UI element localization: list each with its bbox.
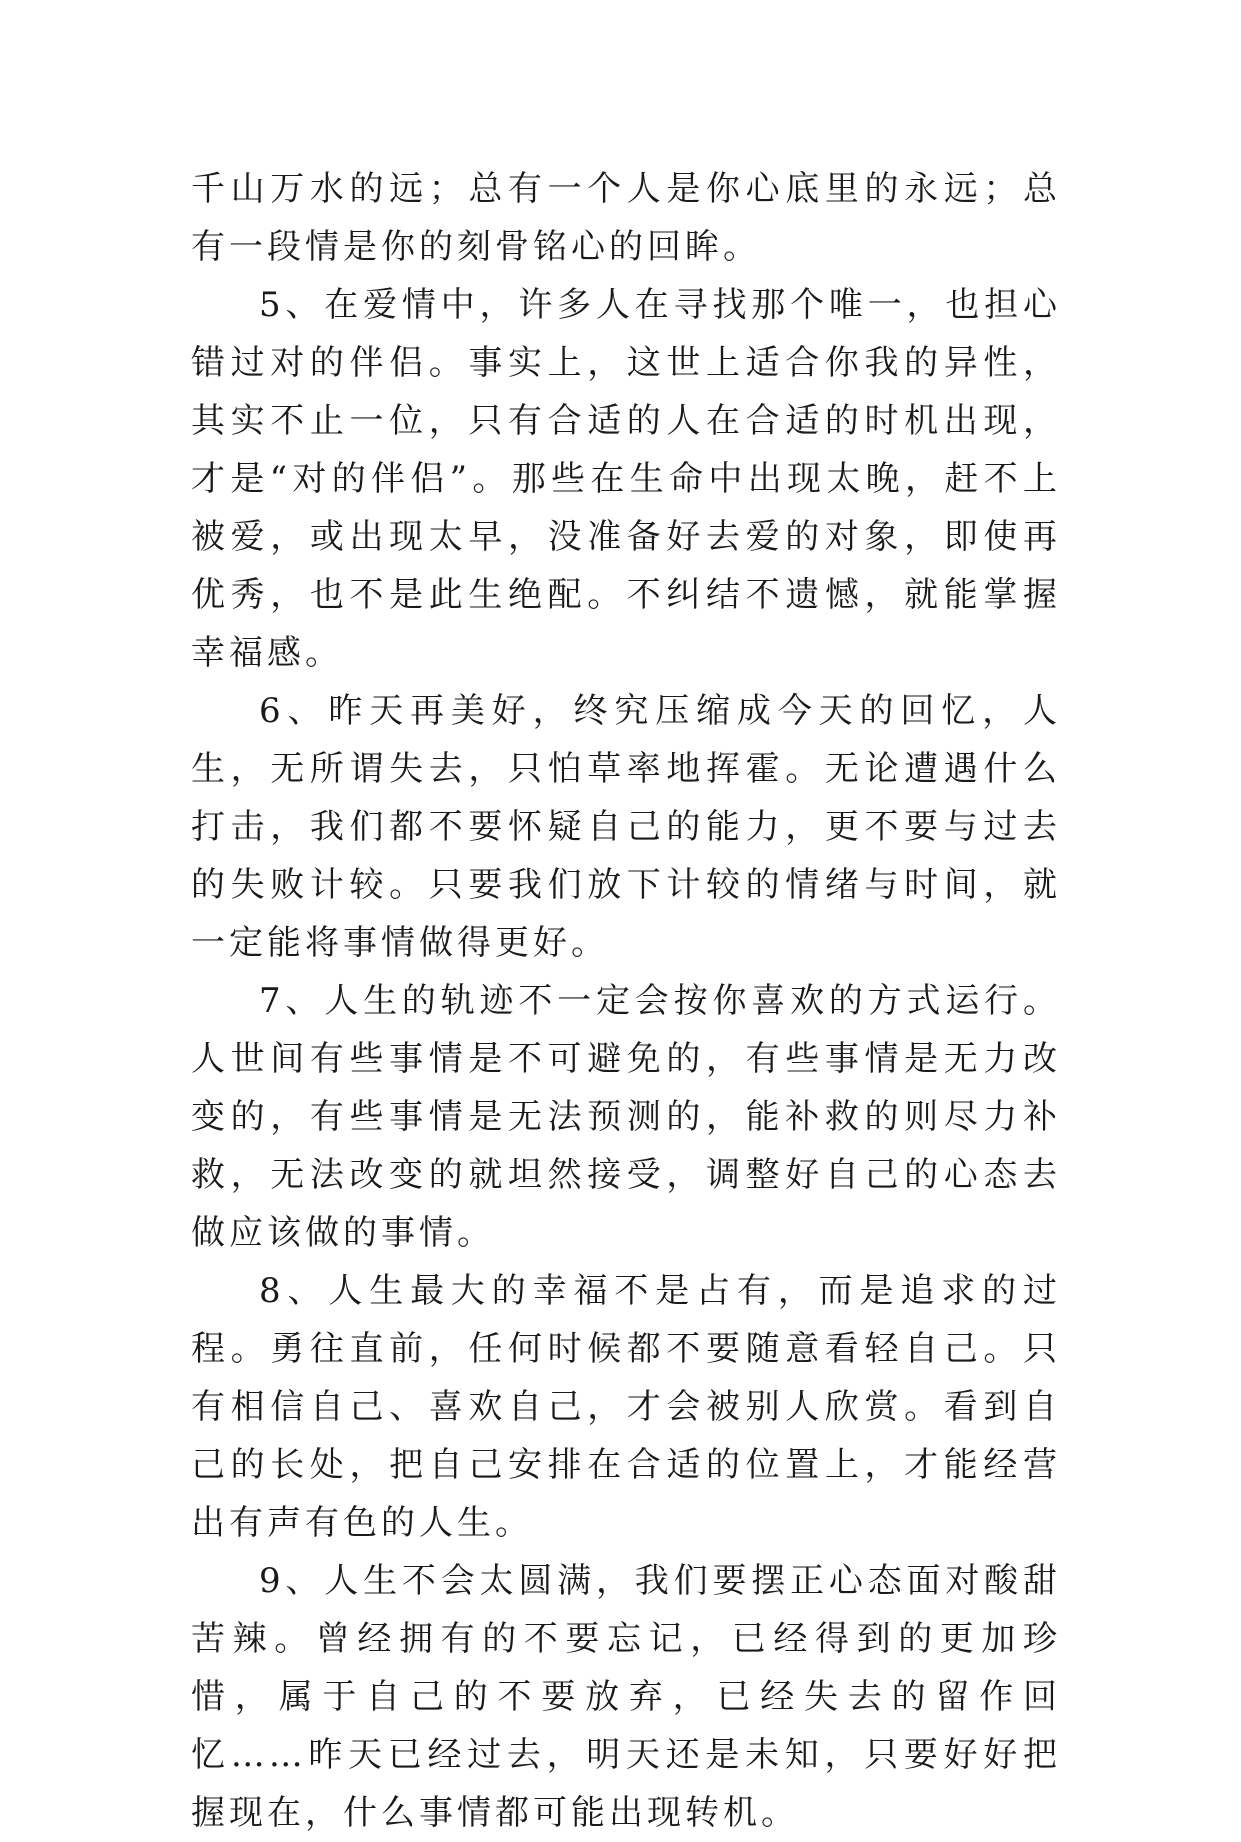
paragraph-6: 6、昨天再美好，终究压缩成今天的回忆，人生，无所谓失去，只怕草率地挥霍。无论遭遇什么打击，我们都不要怀疑自己的能力，更不要与过去的失败计较。只要我们放下计较的情绪与时间，就一定能将事情做得更好。	[191, 691, 1061, 963]
paragraph-9: 9、人生不会太圆满，我们要摆正心态面对酸甜苦辣。曾经拥有的不要忘记，已经得到的更加珍惜，属于自己的不要放弃，已经失去的留作回忆……昨天已经过去，明天还是未知，只要好好把握现在，什么事情都可能出现转机。	[191, 1561, 1061, 1833]
paragraph-7: 7、人生的轨迹不一定会按你喜欢的方式运行。人世间有些事情是不可避免的，有些事情是无力改变的，有些事情是无法预测的，能补救的则尽力补救，无法改变的就坦然接受，调整好自己的心态去做应该做的事情。	[191, 981, 1061, 1253]
paragraph-5: 5、在爱情中，许多人在寻找那个唯一，也担心错过对的伴侣。事实上，这世上适合你我的异性，其实不止一位，只有合适的人在合适的时机出现，才是“对的伴侣”。那些在生命中出现太晚，赶不上被爱，或出现太早，没准备好去爱的对象，即使再优秀，也不是此生绝配。不纠结不遗憾，就能掌握幸福感。	[191, 285, 1061, 673]
document-body	[191, 160, 1061, 1842]
paragraph-8: 8、人生最大的幸福不是占有，而是追求的过程。勇往直前，任何时候都不要随意看轻自己。只有相信自己、喜欢自己，才会被别人欣赏。看到自己的长处，把自己安排在合适的位置上，才能经营出有声有色的人生。	[191, 1271, 1061, 1543]
paragraph-continued: 千山万水的远；总有一个人是你心底里的永远；总有一段情是你的刻骨铭心的回眸。	[191, 169, 1061, 267]
